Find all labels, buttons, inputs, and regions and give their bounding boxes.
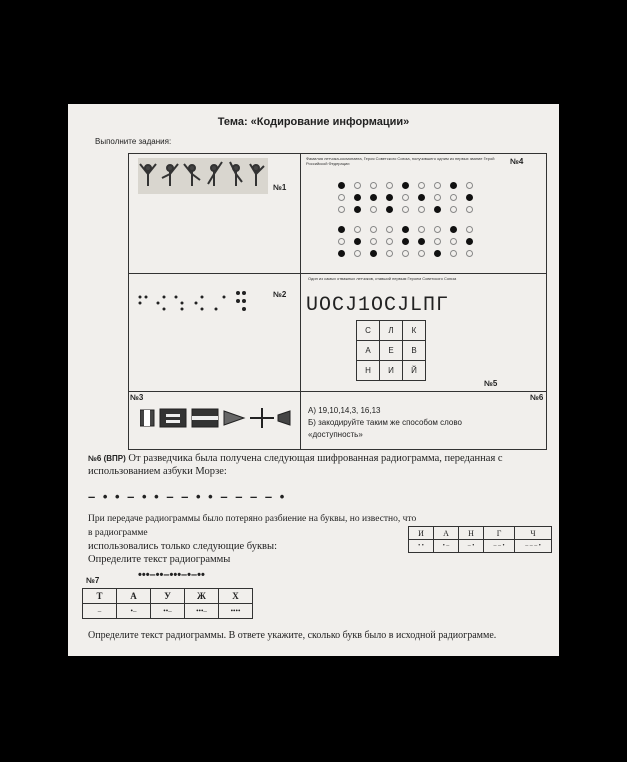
empty-dot (434, 226, 441, 233)
task6-word: «доступность» (308, 430, 363, 439)
task6-label: №6 (530, 393, 544, 402)
task6-part-a: А) 19,10,14,3, 16,13 (308, 406, 381, 415)
grid-cell: С (357, 321, 380, 341)
grid-cell: Е (380, 341, 403, 361)
empty-dot (354, 250, 361, 257)
vpr-p1: При передаче радиограммы было потеряно разбиение на буквы, но известно, что в радиограмме (88, 514, 417, 538)
empty-dot (466, 250, 473, 257)
empty-dot (370, 206, 377, 213)
grid-cell: Н (357, 361, 380, 381)
task4-dot-grid (338, 182, 488, 262)
vpr-letter-code-table (408, 526, 552, 553)
empty-dot (354, 182, 361, 189)
grid-row-divider-2 (128, 391, 547, 392)
empty-dot (338, 194, 345, 201)
task5-label: №5 (484, 379, 498, 388)
code-cell: • – (434, 540, 459, 553)
task3-label: №3 (130, 393, 144, 402)
filled-dot (338, 182, 345, 189)
grid-row-divider-1 (128, 273, 547, 274)
grid-middle-divider (300, 153, 301, 449)
filled-dot (450, 226, 457, 233)
task5-pigpen-code: UOCJ1OCJLПГ (306, 294, 450, 317)
vpr-line1: От разведчика была получена следующая шифрованная радиограмма, переданная с (128, 453, 503, 464)
empty-dot (386, 182, 393, 189)
task7-label: №7 (86, 576, 100, 585)
letter-cell: У (151, 589, 185, 604)
empty-dot (466, 206, 473, 213)
empty-dot (370, 238, 377, 245)
empty-dot (386, 250, 393, 257)
task7-morse-message: •••–••–•••–•–•• (138, 569, 205, 581)
letter-cell: А (434, 527, 459, 540)
task2-label: №2 (273, 290, 287, 299)
empty-dot (418, 182, 425, 189)
semaphore-figures-image (138, 158, 268, 194)
empty-dot (466, 226, 473, 233)
worksheet-page (68, 104, 559, 656)
task6-part-b: Б) закодируйте таким же способом слово (308, 418, 462, 427)
vpr-heading: №6 (ВПР) (88, 454, 126, 463)
empty-dot (434, 238, 441, 245)
filled-dot (386, 194, 393, 201)
grid-cell: В (403, 341, 426, 361)
braille-symbols-image (136, 289, 261, 313)
code-cell: – – – • (515, 540, 552, 553)
filled-dot (418, 194, 425, 201)
code-cell: •••• (219, 604, 253, 619)
letter-cell: Г (484, 527, 515, 540)
filled-dot (450, 182, 457, 189)
empty-dot (370, 226, 377, 233)
empty-dot (402, 194, 409, 201)
empty-dot (386, 226, 393, 233)
filled-dot (386, 206, 393, 213)
filled-dot (434, 206, 441, 213)
letter-cell: Ж (185, 589, 219, 604)
task4-label: №4 (510, 157, 524, 166)
task7-code-table (82, 588, 253, 619)
empty-dot (386, 238, 393, 245)
grid-cell: Й (403, 361, 426, 381)
grid-cell: А (357, 341, 380, 361)
letter-cell: И (409, 527, 434, 540)
filled-dot (338, 250, 345, 257)
empty-dot (418, 226, 425, 233)
vpr-p3: Определите текст радиограммы (88, 554, 231, 565)
empty-dot (450, 238, 457, 245)
grid-cell: И (380, 361, 403, 381)
empty-dot (370, 182, 377, 189)
filled-dot (434, 250, 441, 257)
empty-dot (402, 206, 409, 213)
grid-top-border (128, 153, 547, 154)
empty-dot (418, 206, 425, 213)
task7-question: Определите текст радиограммы. В ответе укажите, сколько букв было в исходной радиограмме. (88, 630, 497, 641)
code-cell: ••– (151, 604, 185, 619)
code-cell: •••– (185, 604, 219, 619)
code-cell: – (83, 604, 117, 619)
filled-dot (354, 194, 361, 201)
filled-dot (354, 206, 361, 213)
filled-dot (354, 238, 361, 245)
code-cell: – – • (484, 540, 515, 553)
vpr-morse-message: – • • – • • – – • • – – – – • (88, 489, 287, 504)
empty-dot (354, 226, 361, 233)
vpr-p2: использовались только следующие буквы: (88, 541, 277, 552)
filled-dot (402, 182, 409, 189)
empty-dot (450, 250, 457, 257)
page-subtitle: Выполните задания: (95, 137, 172, 146)
filled-dot (466, 194, 473, 201)
task1-label: №1 (273, 183, 287, 192)
flag-symbols-image (140, 406, 295, 430)
code-cell: – • (459, 540, 484, 553)
page-title: Тема: «Кодирование информации» (217, 116, 410, 128)
empty-dot (338, 238, 345, 245)
filled-dot (402, 238, 409, 245)
grid-cell: Л (380, 321, 403, 341)
empty-dot (434, 182, 441, 189)
empty-dot (450, 206, 457, 213)
code-cell: • • (409, 540, 434, 553)
grid-left-border (128, 153, 129, 449)
filled-dot (466, 238, 473, 245)
vpr-task-text (88, 452, 548, 478)
empty-dot (402, 250, 409, 257)
grid-bottom-border (128, 449, 547, 450)
task5-note: Один из самых отважных летчиков, ставший первым Героем Советского Союза (308, 276, 457, 281)
filled-dot (402, 226, 409, 233)
vpr-line2: использованием азбуки Морзе: (88, 466, 227, 477)
empty-dot (338, 206, 345, 213)
filled-dot (370, 250, 377, 257)
filled-dot (370, 194, 377, 201)
task4-note: Фамилия летчика-космонавта, Героя Советского Союза, получившего одним из первых звание Герой Российской Федерации (306, 156, 495, 166)
empty-dot (418, 250, 425, 257)
code-cell: •– (117, 604, 151, 619)
letter-cell: А (117, 589, 151, 604)
empty-dot (450, 194, 457, 201)
filled-dot (338, 226, 345, 233)
letter-cell: Н (459, 527, 484, 540)
vpr-instructions (88, 512, 418, 566)
filled-dot (418, 238, 425, 245)
grid-cell: К (403, 321, 426, 341)
grid-right-border (546, 153, 547, 449)
empty-dot (434, 194, 441, 201)
letter-cell: Т (83, 589, 117, 604)
letter-cell: Х (219, 589, 253, 604)
empty-dot (466, 182, 473, 189)
task5-letter-grid (356, 320, 426, 381)
letter-cell: Ч (515, 527, 552, 540)
